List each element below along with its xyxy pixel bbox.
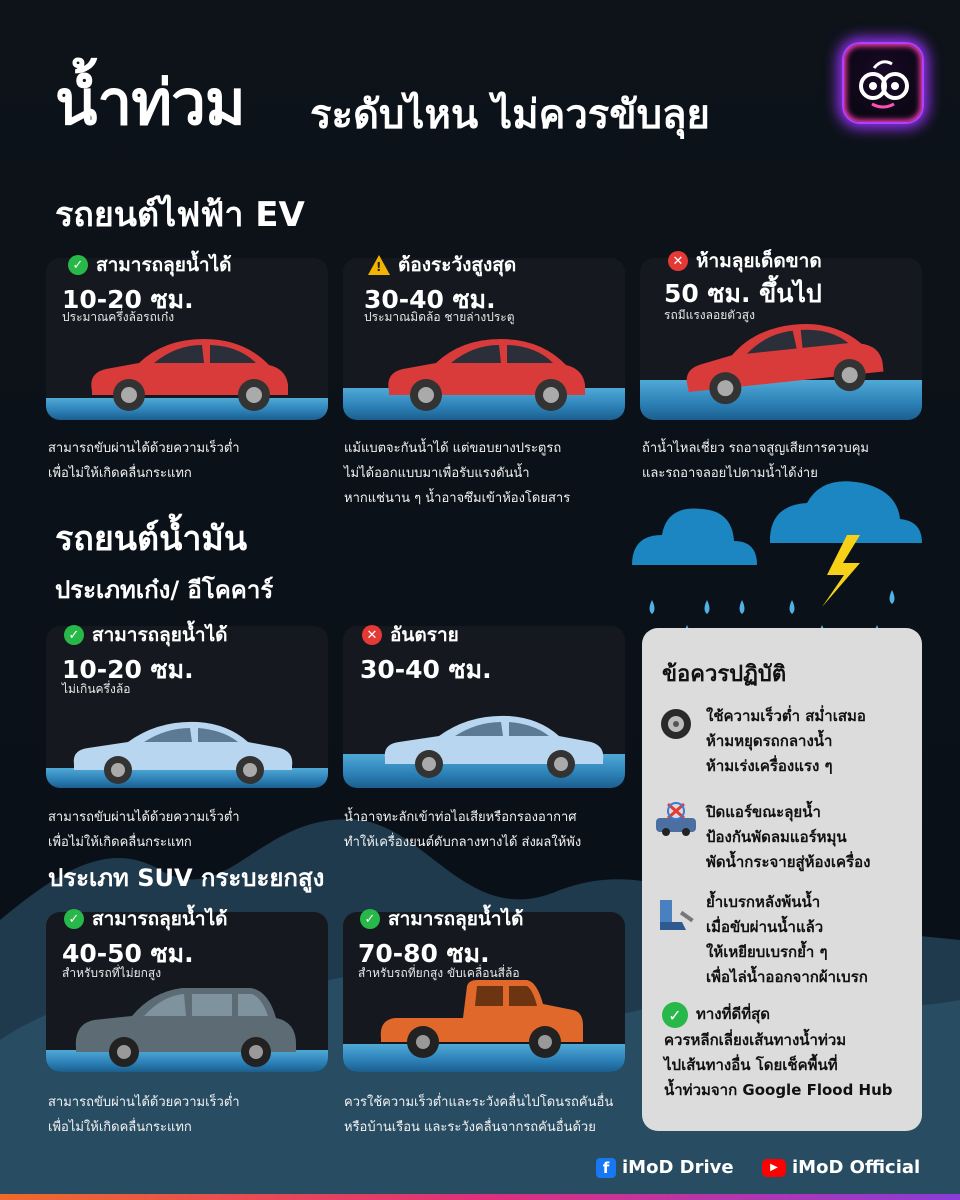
page-subtitle: ระดับไหน ไม่ควรขับลุย (310, 92, 710, 138)
brake-pedal-icon (656, 894, 696, 934)
tire-icon (660, 708, 692, 740)
ev-card-1-note: ประมาณครึ่งล้อรถเก๋ง (62, 310, 175, 324)
tip-1: ใช้ความเร็วต่ำ สม่ำเสมอ ห้ามหยุดรถกลางน้ำ ห้ามเร่งเครื่องแรง ๆ (706, 707, 866, 775)
ev-card-2-note: ประมาณมิดล้อ ชายล่างประตู (364, 310, 515, 324)
suv-card-1-level: 40-50 ซม. (62, 939, 194, 968)
check-icon: ✓ (662, 1002, 688, 1028)
logo-face-icon (844, 44, 922, 122)
ev-section-title: รถยนต์ไฟฟ้า EV (55, 195, 305, 235)
tips-panel (642, 628, 922, 1131)
pickup-card-note: สำหรับรถที่ยกสูง ขับเคลื่อนสี่ล้อ (358, 966, 520, 980)
fuel-section-title: รถยนต์น้ำมัน (55, 519, 248, 559)
sedan-card-2-level: 30-40 ซม. (360, 655, 492, 684)
pickup-card-desc: ควรใช้ความเร็วต่ำและระวังคลื่นไปโดนรถคันอื่น หรือบ้านเรือน และระวังคลื่นจากรถคันอื่นด้วย (344, 1095, 614, 1135)
suv-subtitle: ประเภท SUV กระบะยกสูง (48, 864, 325, 892)
ev-card-3-note: รถมีแรงลอยตัวสูง (664, 308, 755, 322)
sedan-card-1-note: ไม่เกินครึ่งล้อ (62, 682, 131, 696)
imod-logo (842, 42, 924, 124)
cross-icon: ✕ (362, 625, 382, 645)
youtube-icon: ▶ (762, 1159, 786, 1177)
ac-off-icon (654, 800, 698, 836)
facebook-icon: f (596, 1158, 616, 1178)
footer-gradient-bar (0, 1194, 960, 1200)
tip-2: ปิดแอร์ขณะลุยน้ำ ป้องกันพัดลมแอร์หมุน พัดน้ำกระจายสู่ห้องเครื่อง (706, 803, 871, 871)
suv-card-1-note: สำหรับรถที่ไม่ยกสูง (62, 966, 162, 980)
ev-card-1-status: ✓ สามารถลุยน้ำได้ (68, 250, 232, 280)
sedan-card-1-desc: สามารถขับผ่านได้ด้วยความเร็วต่ำ เพื่อไม่ให้เกิดคลื่นกระแทก (48, 810, 240, 850)
suv-car-icon (72, 978, 302, 1068)
ev-card-3-desc: ถ้าน้ำไหลเชี่ยว รถอาจสูญเสียการควบคุม และรถอาจลอยไปตามน้ำได้ง่าย (642, 441, 869, 481)
pickup-card-level: 70-80 ซม. (358, 939, 490, 968)
ev-card-1-level: 10-20 ซม. (62, 285, 194, 314)
suv-card-1-status: ✓ สามารถลุยน้ำได้ (64, 904, 228, 934)
youtube-link[interactable]: ▶ iMoD Official (762, 1157, 920, 1178)
ev-card-3-level: 50 ซม. ขึ้นไป (664, 279, 822, 308)
sedan-card-1-status: ✓ สามารถลุยน้ำได้ (64, 620, 228, 650)
ev-card-2-status: ! ต้องระวังสูงสุด (368, 250, 516, 280)
check-icon: ✓ (64, 909, 84, 929)
sedan-card-2-status: ✕ อันตราย (362, 620, 459, 650)
tip-4: ควรหลีกเลี่ยงเส้นทางน้ำท่วม ไปเส้นทางอื่น โดยเช็คพื้นที่ น้ำท่วมจาก Google Flood Hub (664, 1031, 893, 1099)
warning-icon: ! (368, 255, 390, 275)
sedan-card-1-level: 10-20 ซม. (62, 655, 194, 684)
pickup-truck-icon (377, 972, 587, 1062)
ev-card-2-level: 30-40 ซม. (364, 285, 496, 314)
check-icon: ✓ (64, 625, 84, 645)
sedan-subtitle: ประเภทเก๋ง/ อีโคคาร์ (55, 576, 274, 604)
tip-3: ย้ำเบรกหลังพ้นน้ำ เมื่อขับผ่านน้ำแล้ว ให้เหยียบเบรกย้ำ ๆ เพื่อไล่น้ำออกจากผ้าเบรก (706, 893, 868, 986)
sedan-card-2-desc: น้ำอาจทะลักเข้าท่อไอเสียหรือกรองอากาศ ทำให้เครื่องยนต์ดับกลางทางได้ ส่งผลให้พัง (344, 810, 582, 850)
sedan-car-icon (68, 714, 298, 786)
ev-car-icon (381, 333, 591, 418)
check-icon: ✓ (360, 909, 380, 929)
pickup-card-status: ✓ สามารถลุยน้ำได้ (360, 904, 524, 934)
ev-card-2-desc: แม้แบตจะกันน้ำได้ แต่ขอบยางประตูรถ ไม่ได้ออกแบบมาเพื่อรับแรงดันน้ำ หากแช่นาน ๆ น้ำอาจซึมเข้าห้องโดยสาร (344, 441, 571, 506)
ev-car-icon (84, 333, 294, 418)
cross-icon: ✕ (668, 251, 688, 271)
ev-card-1-desc: สามารถขับผ่านได้ด้วยความเร็วต่ำ เพื่อไม่ให้เกิดคลื่นกระแทก (48, 441, 240, 481)
suv-card-1-desc: สามารถขับผ่านได้ด้วยความเร็วต่ำ เพื่อไม่ให้เกิดคลื่นกระแทก (48, 1095, 240, 1135)
tips-title: ข้อควรปฏิบัติ (662, 662, 787, 687)
check-icon: ✓ (68, 255, 88, 275)
sedan-car-icon (379, 708, 609, 780)
page-title: น้ำท่วม (55, 66, 245, 139)
ev-card-3-status: ✕ ห้ามลุยเด็ดขาด (668, 246, 822, 276)
tip-4-head: ทางที่ดีที่สุด (696, 1005, 771, 1023)
facebook-link[interactable]: f iMoD Drive (596, 1157, 734, 1178)
